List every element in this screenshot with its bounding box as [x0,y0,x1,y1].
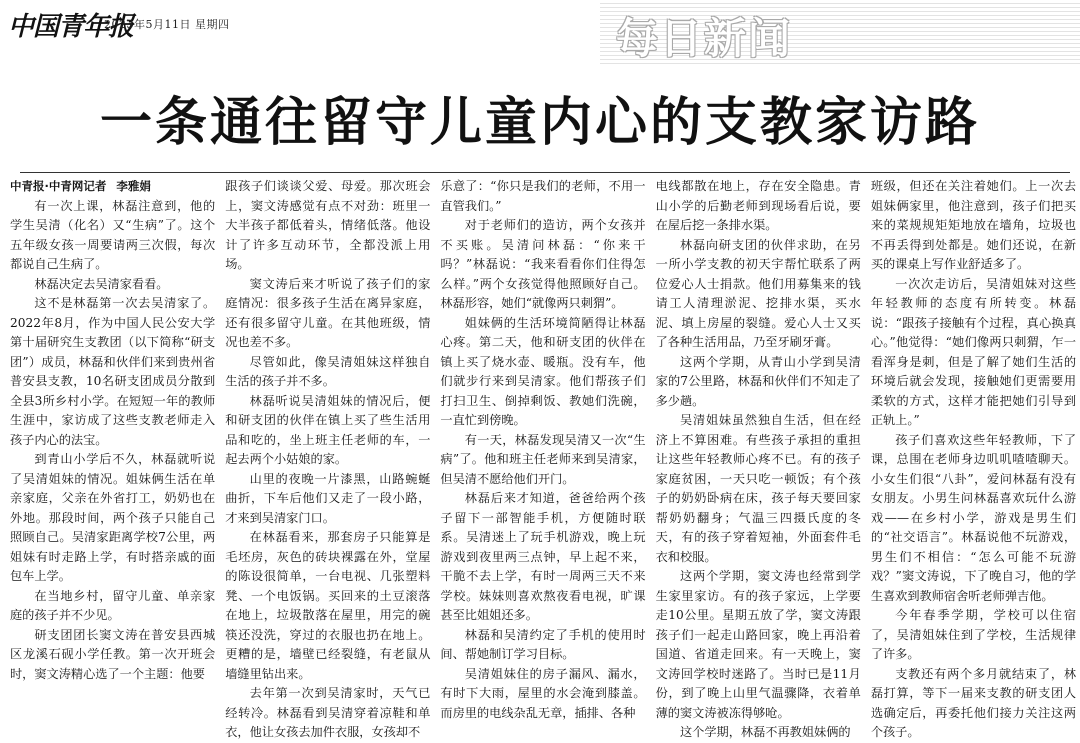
paragraph: 这个学期，林磊不再教姐妹俩的 [680,725,851,739]
paragraph-continued: 电线都散在地上，存在安全隐患。青山小学的后勤老师到现场看后说，要在屋后挖一条排水渠。 [655,179,861,232]
newspaper-logo: 中国青年报 [8,12,134,42]
article-column-1 [10,177,216,681]
paragraph: 吴清姐妹住的房子漏风、漏水，有时下大雨，屋里的水会淹到膝盖。而房里的电线杂乱无章，插排、各种 [440,666,646,720]
paragraph: 林磊向研支团的伙伴求助，在另一所小学支教的初天宇帮忙联系了两位爱心人士捐款。他们用募集来的钱请工人清理淤泥、挖排水渠，买水泥、填上房屋的裂缝。爱心人士又买了各种生活用品，乃至牙刷牙膏。 [655,237,861,349]
section-title: 每日新闻 [616,14,793,63]
paragraph: 到青山小学后不久，林磊就听说了吴清姐妹的情况。姐妹俩生活在单亲家庭，父亲在外省打工，奶奶也在外地。那段时间，两个孩子只能自己照顾自己。吴清家距离学校7公里，两姐妹有时走路上学，有时搭亲戚的面包车上学。 [10,452,216,583]
paragraph-continued: 跟孩子们谈谈父爱、母爱。那次班会上，窦文涛感觉有点不对劲：班里一大半孩子都低着头，情绪低落。他设计了许多互动环节，全都没派上用场。 [225,179,431,271]
article-column-4 [655,177,861,739]
paragraph: 有一天，林磊发现吴清又一次“生病”了。他和班主任老师来到吴清家，但吴清不愿给他们开门。 [440,432,646,486]
headline: 一条通往留守儿童内心的支教家访路 [99,93,980,153]
paragraph: 孩子们喜欢这些年轻教师，下了课，总围在老师身边叽叽喳喳聊天。小女生们很“八卦”，爱问林磊有没有女朋友。小男生问林磊喜欢玩什么游戏——在乡村小学，游戏是男生们的“社交语言”。林磊说他不玩游戏，男生们不相信：“怎么可能不玩游戏？”窦文涛说，下了晚自习，他的学生喜欢到教师宿舍听老师弹吉他。 [870,432,1077,603]
paragraph: 这不是林磊第一次去吴清家了。2022年8月，作为中国人民公安大学第十届研究生支教团（以下简称“研支团”）成员，林磊和伙伴们来到贵州省普安县支教，10名研支团成员分散到全县3所乡村小学。在短短一年的教师生涯中，家访成了这些支教老师走入孩子内心的法宝。 [10,296,216,447]
paragraph: 窦文涛后来才听说了孩子们的家庭情况：很多孩子生活在离异家庭，还有很多留守儿童。在其他班级，情况也差不多。 [225,276,431,349]
paragraph: 林磊后来才知道，爸爸给两个孩子留下一部智能手机，方便随时联系。吴清迷上了玩手机游戏，晚上玩游戏到夜里两三点钟，早上起不来，干脆不去上学，有时一周两三天不来学校。妹妹则喜欢熬夜看电视，旷课甚至比姐姐还多。 [440,491,646,622]
paragraph: 去年第一次到吴清家时，天气已经转冷。林磊看到吴清穿着凉鞋和单衣，他让女孩去加件衣服，女孩却不 [225,686,431,739]
paragraph: 一次次走访后，吴清姐妹对这些年轻教师的态度有所转变。林磊说：“跟孩子接触有个过程，真心换真心。”他觉得：“她们像两只刺猬，乍一看浑身是刺，但是了解了她们生活的环境后就会发现，接触她们更需要用柔软的方式，这样才能把她们引导到正轨上。” [870,276,1077,427]
article-column-2 [225,177,431,739]
article-column-5 [870,177,1077,739]
byline [10,177,215,197]
paragraph: 对于老师们的造访，两个女孩并不买账。吴清问林磊：“你来干吗？”林磊说：“我来看看你们住得怎么样。”两个女孩觉得他照顾好自己。林磊形容，她们“就像两只刺猬”。 [440,218,646,310]
paragraph: 山里的夜晚一片漆黑，山路蜿蜒曲折，下车后他们又走了一段小路，才来到吴清家门口。 [225,471,431,525]
paragraph: 林磊决定去吴清家看看。 [34,276,169,291]
byline-source: 中青报·中青网记者 [10,179,107,193]
paragraph: 支教还有两个多月就结束了，林磊打算，等下一届来支教的研支团人选确定后，再委托他们接力关注这两个孩子。 [870,666,1077,739]
paragraph: 吴清姐妹虽然独自生活，但在经济上不算困难。有些孩子承担的重担让这些年轻教师心疼不已。有的孩子家庭贫困，一天只吃一顿饭；有个孩子的奶奶卧病在床，孩子每天要回家帮奶奶翻身；气温三四摄氏度的冬天，有的孩子穿着短袖，外面套件毛衣和校服。 [655,413,861,564]
paragraph: 今年春季学期，学校可以住宿了，吴清姐妹住到了学校，生活规律了许多。 [870,608,1077,661]
paragraph-continued: 乐意了：“你只是我们的老师，不用一直管我们。” [440,179,646,213]
paragraph: 这两个学期，从青山小学到吴清家的7公里路，林磊和伙伴们不知走了多少趟。 [655,354,861,408]
paragraph: 这两个学期，窦文涛也经常到学生家里家访。有的孩子家远，上学要走10公里。星期五放了学，窦文涛跟孩子们一起走山路回家，晚上再沿着国道、省道走回来。有一天晚上，窦文涛回学校时迷路了。当时已是11月份，到了晚上山里气温骤降，衣着单薄的窦文涛被冻得够呛。 [655,569,861,720]
paragraph: 姐妹俩的生活环境简陋得让林磊心疼。第二天，他和研支团的伙伴在镇上买了烧水壶、暖瓶。没有车，他们就步行来到吴清家。他们帮孩子们打扫卫生、倒掉剩饭、教她们洗碗，一直忙到傍晚。 [440,315,646,427]
paragraph: 在林磊看来，那套房子只能算是毛坯房，灰色的砖块裸露在外，堂屋的陈设很简单，一台电视、几张塑料凳、一个电饭锅。买回来的土豆滚落在地上，垃圾散落在屋里，用完的碗筷还没洗，穿过的衣服也扔在地上。更糟的是，墙壁已经裂缝，有老鼠从墙缝里钻出来。 [225,530,431,681]
byline-author: 李雅娟 [116,179,151,193]
article-body [10,177,1077,739]
article-column-3 [440,177,646,720]
paragraph: 林磊听说吴清姐妹的情况后，便和研支团的伙伴在镇上买了些生活用品和吃的，坐上班主任老师的车，一起去两个小姑娘的家。 [225,393,431,466]
paragraph: 有一次上课，林磊注意到，他的学生吴清（化名）又“生病”了。这个五年级女孩一周要请两三次假，每次都说自己生病了。 [10,198,216,271]
paragraph: 研支团团长窦文涛在普安县西城区龙溪石砚小学任教。第一次开班会时，窦文涛精心选了一个主题：他要 [10,627,216,681]
paragraph: 尽管如此，像吴清姐妹这样独自生活的孩子并不多。 [225,354,431,388]
paragraph-continued: 班级，但还在关注着她们。上一次去姐妹俩家里，他注意到，孩子们把买来的菜规规矩矩地放在墙角，垃圾也不再丢得到处都是。她们还说，在新买的课桌上写作业舒适多了。 [870,179,1077,271]
paragraph: 林磊和吴清约定了手机的使用时间、帮她制订学习目标。 [440,627,646,661]
paragraph: 在当地乡村，留守儿童、单亲家庭的孩子并不少见。 [10,588,216,622]
headline-divider [20,172,1070,173]
issue-date: 2023年5月11日 星期四 [104,18,230,31]
